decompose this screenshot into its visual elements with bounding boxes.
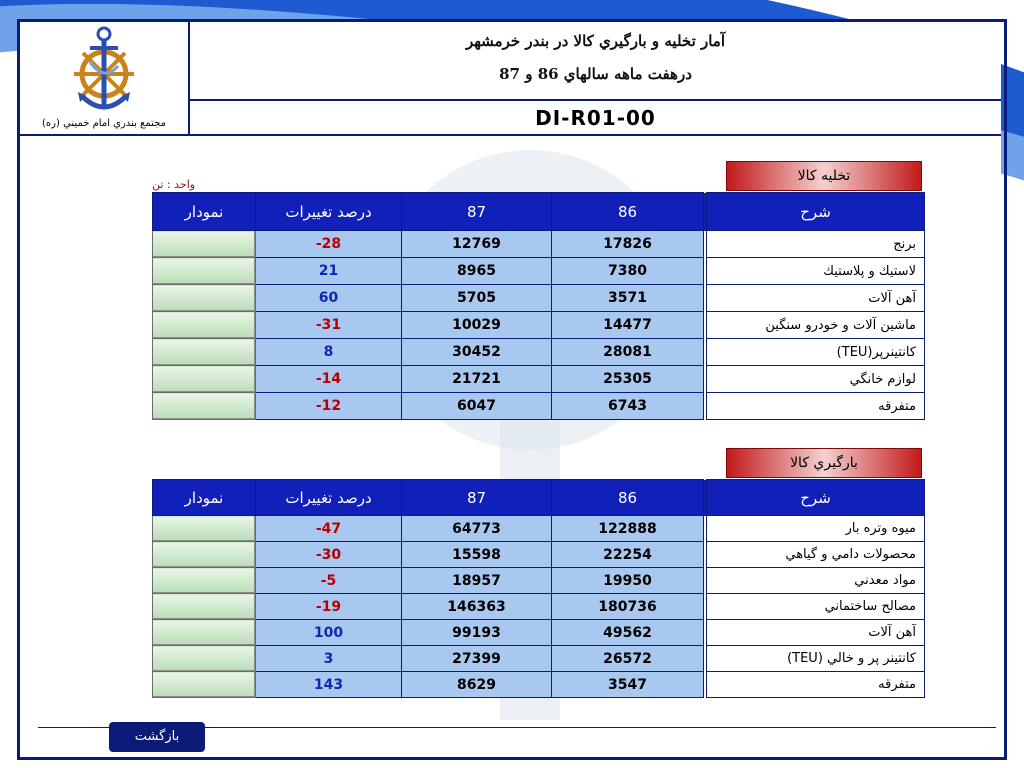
table-row [153,672,925,698]
unloading-header-row [153,193,925,231]
item-name-cell: مواد معدني [707,568,925,594]
value-87-cell: 8629 [402,672,552,698]
col-86-header: 86 [552,193,704,231]
table-row [153,231,925,258]
percent-cell: -31 [256,312,402,339]
item-name-cell: ميوه وتره بار [707,516,925,542]
value-87-cell: 5705 [402,285,552,312]
value-86-cell: 6743 [552,393,704,420]
value-87-cell: 21721 [402,366,552,393]
item-name-cell: متفرقه [707,393,925,420]
value-86-cell: 28081 [552,339,704,366]
logo-caption: مجتمع بندري امام خميني (ره) [42,118,166,129]
item-name-cell: محصولات دامي و گياهي [707,542,925,568]
chart-button[interactable] [153,646,256,672]
value-86-cell: 7380 [552,258,704,285]
percent-cell: 60 [256,285,402,312]
item-name-cell: آهن آلات [707,285,925,312]
value-87-cell: 10029 [402,312,552,339]
chart-button[interactable] [153,672,256,698]
report-title: آمار تخليه و بارگيري کالا در بندر خرمشهر [465,32,726,50]
item-name-cell: كانتينرپر(TEU) [707,339,925,366]
value-87-cell: 12769 [402,231,552,258]
loading-header-row [153,480,925,516]
unit-label: واحد : تن [152,178,196,191]
chart-button[interactable] [153,312,256,339]
percent-cell: -47 [256,516,402,542]
chart-button[interactable] [153,516,256,542]
unloading-table [152,192,925,420]
col-87-header: 87 [402,193,552,231]
value-86-cell: 25305 [552,366,704,393]
value-87-cell: 6047 [402,393,552,420]
item-name-cell: ماشين آلات و خودرو سنگين [707,312,925,339]
table-row [153,594,925,620]
table-row [153,285,925,312]
document-code: DI-R01-00 [535,106,656,130]
table-row [153,339,925,366]
back-button[interactable]: بازگشت [109,722,205,752]
table-row [153,646,925,672]
percent-cell: 21 [256,258,402,285]
item-name-cell: لاستيك و پلاستيك [707,258,925,285]
chart-button[interactable] [153,620,256,646]
percent-cell: 100 [256,620,402,646]
table-row [153,542,925,568]
value-86-cell: 26572 [552,646,704,672]
item-name-cell: مصالح ساختماني [707,594,925,620]
chart-button[interactable] [153,594,256,620]
item-name-cell: كانتينر پر و خالي (TEU) [707,646,925,672]
percent-cell: -12 [256,393,402,420]
value-87-cell: 27399 [402,646,552,672]
value-86-cell: 3547 [552,672,704,698]
report-subtitle: درهفت ماهه سالهاي 86 و 87 [499,65,692,83]
chart-button[interactable] [153,366,256,393]
percent-cell: -14 [256,366,402,393]
value-86-cell: 17826 [552,231,704,258]
value-86-cell: 14477 [552,312,704,339]
col-percent-header: درصد تغييرات [256,193,402,231]
value-87-cell: 146363 [402,594,552,620]
percent-cell: -28 [256,231,402,258]
value-86-cell: 122888 [552,516,704,542]
chart-button[interactable] [153,568,256,594]
chart-button[interactable] [153,393,256,420]
chart-button[interactable] [153,542,256,568]
value-86-cell: 19950 [552,568,704,594]
percent-cell: 143 [256,672,402,698]
value-87-cell: 18957 [402,568,552,594]
table-row [153,312,925,339]
value-87-cell: 15598 [402,542,552,568]
percent-cell: 3 [256,646,402,672]
chart-button[interactable] [153,258,256,285]
table-row [153,568,925,594]
loading-table [152,479,925,698]
col-sharh-header: شرح [707,480,925,516]
col-86-header: 86 [552,480,704,516]
item-name-cell: لوازم خانگي [707,366,925,393]
table-row [153,620,925,646]
table-row [153,516,925,542]
percent-cell: -30 [256,542,402,568]
col-percent-header: درصد تغييرات [256,480,402,516]
table-row [153,366,925,393]
value-87-cell: 99193 [402,620,552,646]
value-87-cell: 64773 [402,516,552,542]
percent-cell: 8 [256,339,402,366]
chart-button[interactable] [153,339,256,366]
value-86-cell: 3571 [552,285,704,312]
value-86-cell: 22254 [552,542,704,568]
col-sharh-header: شرح [707,193,925,231]
item-name-cell: متفرقه [707,672,925,698]
col-chart-header: نمودار [153,193,256,231]
col-87-header: 87 [402,480,552,516]
item-name-cell: آهن آلات [707,620,925,646]
unloading-section-label: تخليه کالا [726,161,922,191]
chart-button[interactable] [153,285,256,312]
value-87-cell: 8965 [402,258,552,285]
loading-section-label: بارگيري کالا [726,448,922,478]
value-86-cell: 49562 [552,620,704,646]
percent-cell: -5 [256,568,402,594]
chart-button[interactable] [153,231,256,258]
col-chart-header: نمودار [153,480,256,516]
percent-cell: -19 [256,594,402,620]
table-row [153,393,925,420]
value-87-cell: 30452 [402,339,552,366]
value-86-cell: 180736 [552,594,704,620]
table-row [153,258,925,285]
item-name-cell: برنج [707,231,925,258]
